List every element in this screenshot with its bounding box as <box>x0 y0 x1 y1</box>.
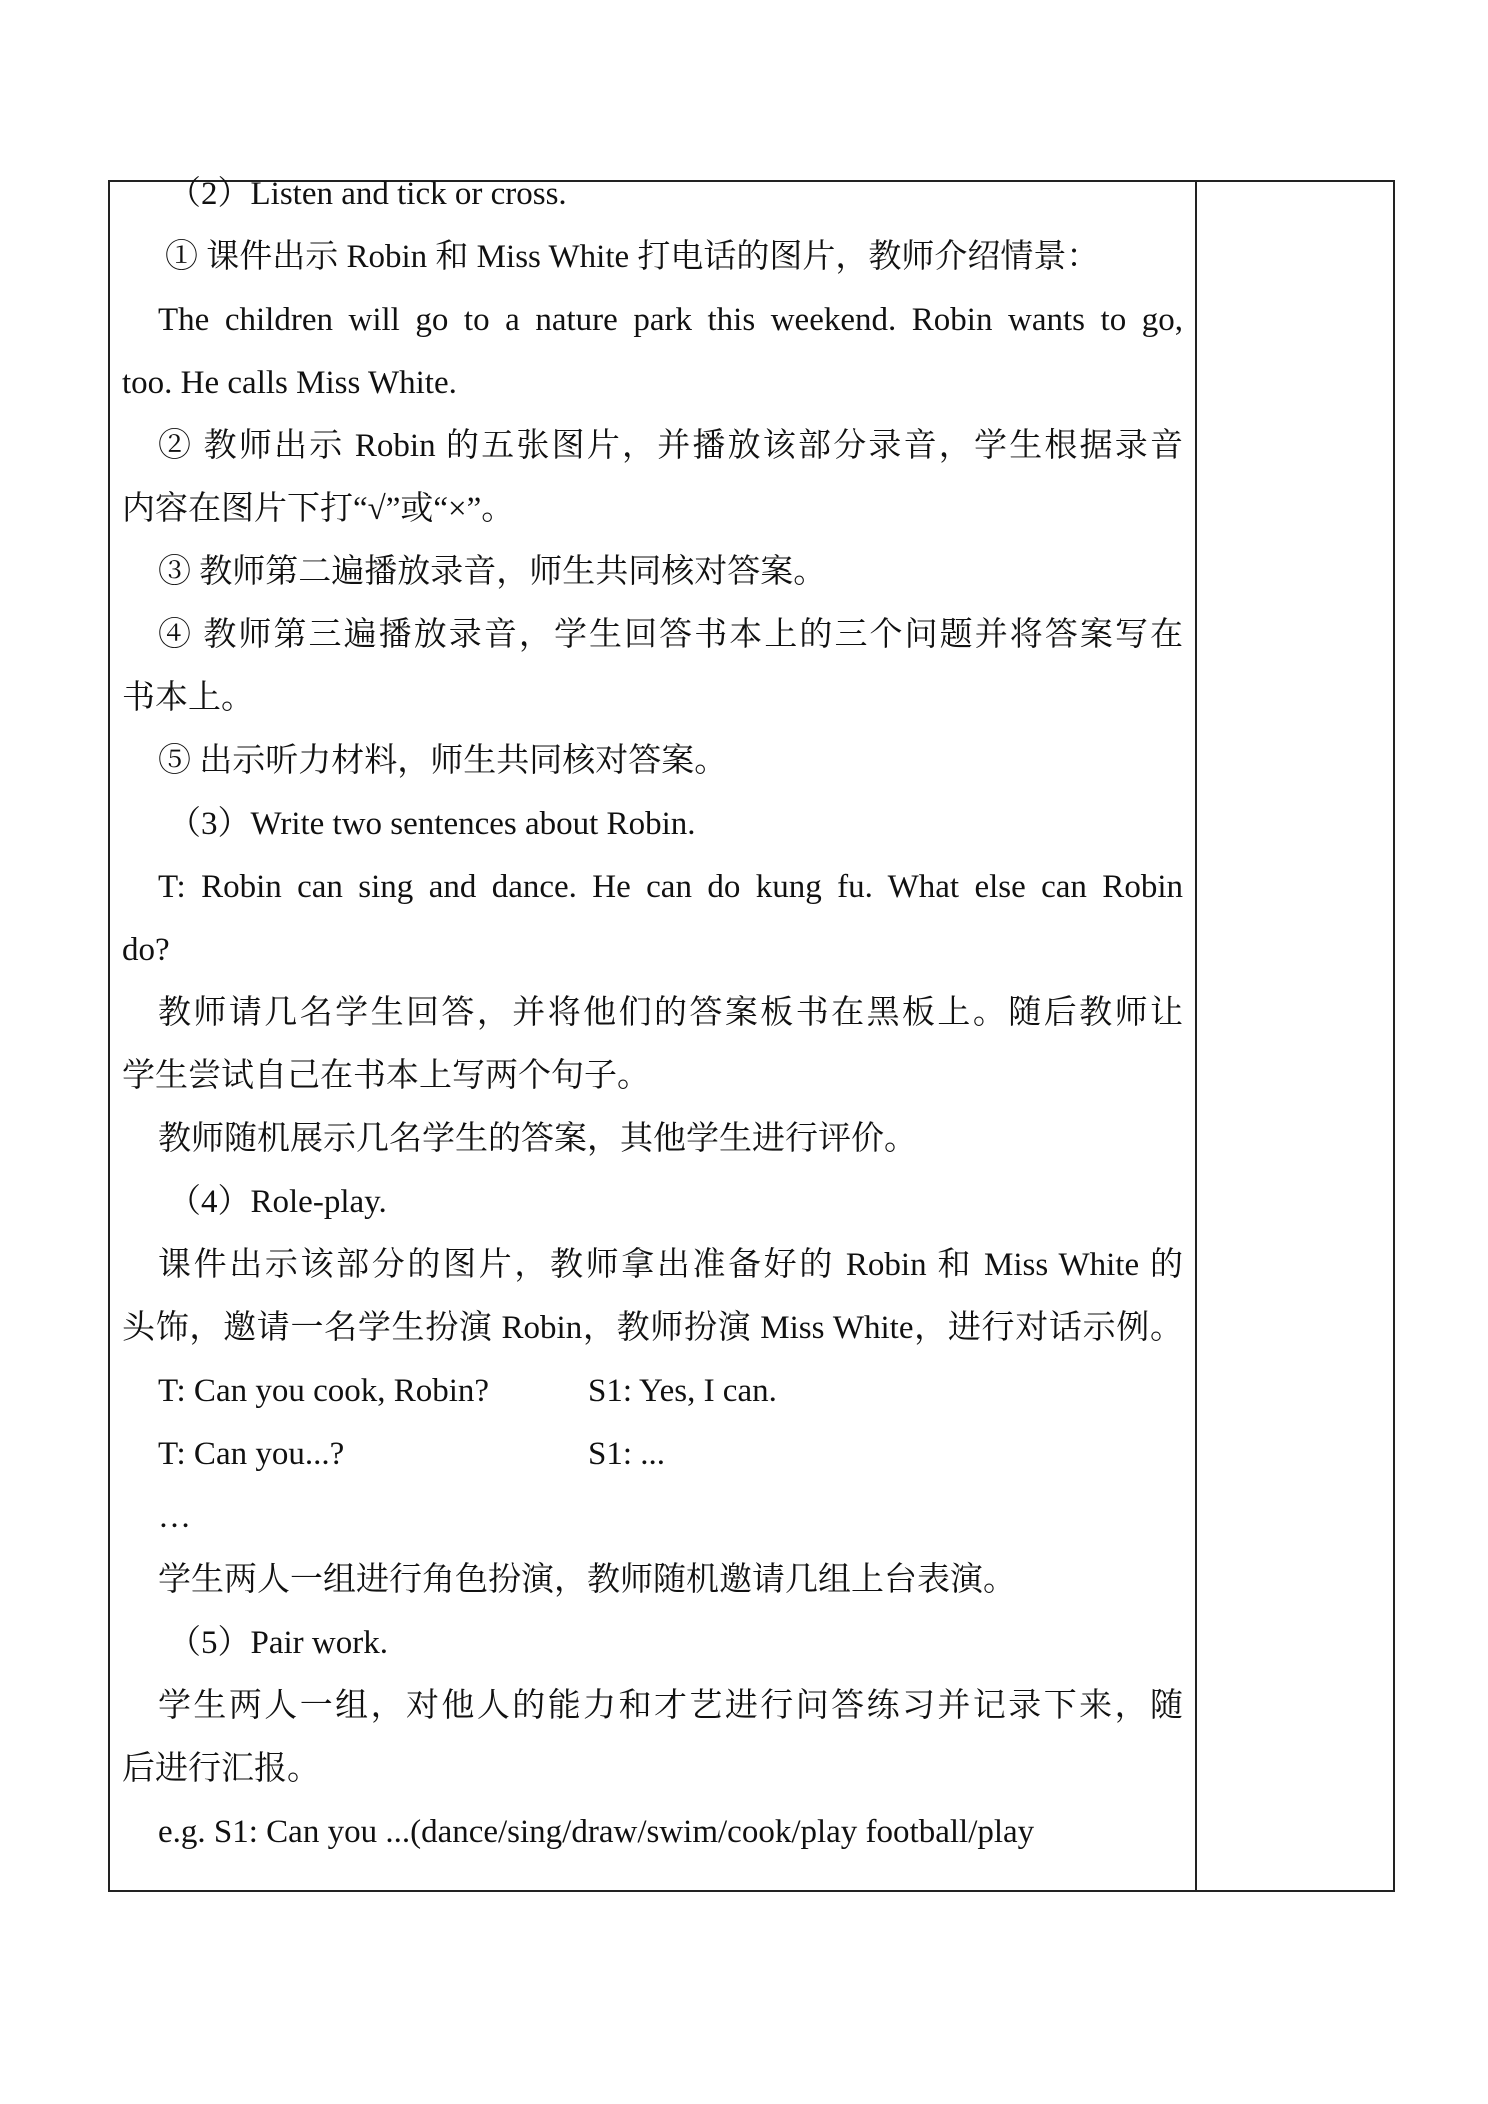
text-line: 学生两人一组进行角色扮演，教师随机邀请几组上台表演。 <box>158 1562 1016 1598</box>
text-line: 后进行汇报。 <box>122 1751 320 1787</box>
dialog-teacher-line: T: Can you...? <box>158 1436 345 1472</box>
text-line: 头饰，邀请一名学生扮演 Robin，教师扮演 Miss White，进行对话示例。 <box>122 1310 1183 1346</box>
section-heading-role-play: （4）Role-play. <box>168 1184 387 1220</box>
ellipsis-line: … <box>158 1499 191 1535</box>
dialog-line <box>158 1363 1183 1419</box>
text-line: T: Robin can sing and dance. He can do kung fu. What else can Robin <box>158 869 1183 905</box>
section-heading-write: （3）Write two sentences about Robin. <box>168 806 696 842</box>
dialog-line <box>158 1426 1183 1482</box>
procedure-cell <box>110 176 1197 1890</box>
section-heading-pair-work: （5）Pair work. <box>168 1625 388 1661</box>
text-line: too. He calls Miss White. <box>122 365 457 401</box>
section-heading-listen: （2）Listen and tick or cross. <box>168 176 567 212</box>
text-line: 学生尝试自己在书本上写两个句子。 <box>122 1058 650 1094</box>
text-line: ③ 教师第二遍播放录音，师生共同核对答案。 <box>158 554 827 590</box>
text-line: 教师请几名学生回答，并将他们的答案板书在黑板上。随后教师让 <box>158 995 1183 1031</box>
text-line: ① 课件出示 Robin 和 Miss White 打电话的图片，教师介绍情景： <box>165 239 1100 275</box>
text-line: do? <box>122 932 170 968</box>
dialog-teacher-line: T: Can you cook, Robin? <box>158 1373 490 1409</box>
text-line: The children will go to a nature park this weekend. Robin wants to go, <box>158 302 1183 338</box>
text-line: 学生两人一组，对他人的能力和才艺进行问答练习并记录下来，随 <box>158 1688 1183 1724</box>
text-line: ⑤ 出示听力材料，师生共同核对答案。 <box>158 743 728 779</box>
text-line: ② 教师出示 Robin 的五张图片，并播放该部分录音，学生根据录音 <box>158 428 1183 464</box>
dialog-student-line: S1: ... <box>588 1436 666 1472</box>
text-line: ④ 教师第三遍播放录音，学生回答书本上的三个问题并将答案写在 <box>158 617 1183 653</box>
text-line: 书本上。 <box>122 680 254 716</box>
text-line: 课件出示该部分的图片，教师拿出准备好的 Robin 和 Miss White 的 <box>158 1247 1183 1283</box>
text-line: 教师随机展示几名学生的答案，其他学生进行评价。 <box>158 1121 917 1157</box>
notes-cell <box>1197 182 1393 1890</box>
text-line: 内容在图片下打“√”或“×”。 <box>122 491 515 527</box>
dialog-student-line: S1: Yes, I can. <box>588 1373 777 1409</box>
lesson-table <box>108 176 1395 1892</box>
text-line: e.g. S1: Can you ...(dance/sing/draw/swim/cook/play football/play <box>158 1814 1035 1850</box>
